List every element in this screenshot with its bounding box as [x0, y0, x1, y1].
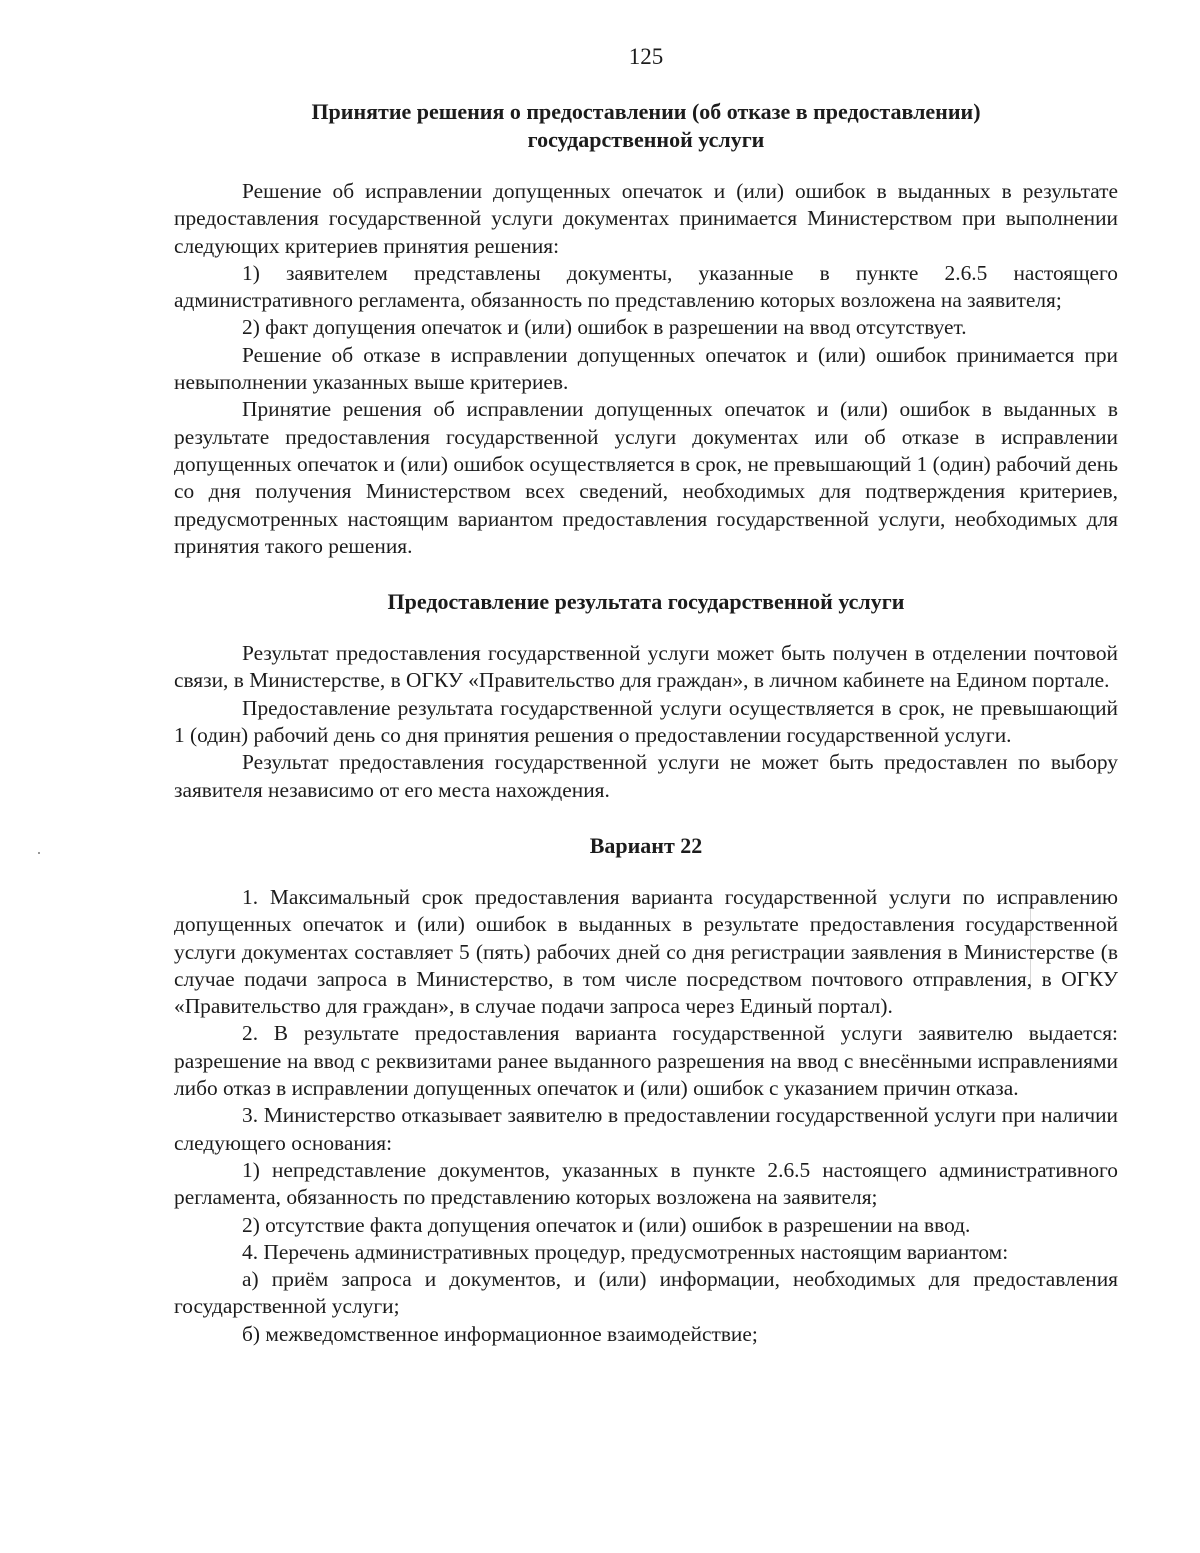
section-result: [174, 588, 1118, 804]
section-title-line: Вариант 22: [589, 832, 703, 858]
paragraph: 3. Министерство отказывает заявителю в предоставлении государственной услуги при наличии следующего основания:: [174, 1103, 1118, 1155]
paragraph: б) межведомственное информационное взаимодействие;: [242, 1321, 758, 1346]
paragraph: Результат предоставления государственной услуги не может быть предоставлен по выбору заявителя независимо от его места нахождения.: [174, 750, 1118, 802]
page-number: 125: [628, 44, 664, 69]
section-title-line: Предоставление результата государственной услуги: [387, 589, 905, 615]
paragraph: 2) факт допущения опечаток и (или) ошибок в разрешении на ввод отсутствует.: [242, 315, 967, 340]
section-title-decision: [174, 98, 1118, 154]
paragraph: 1. Максимальный срок предоставления варианта государственной услуги по исправлению допущенных опечаток и (или) ошибок в выданных в результате предоставления государственной услуги документах составляет 5 (пять) рабочих дней со дня регистрации заявления в Министерстве (в случае подачи запроса в Министерство, в том числе посредством почтового отправления, в ОГКУ «Правительство для граждан», в случае подачи запроса через Единый портал).: [174, 884, 1118, 1019]
paragraph: Предоставление результата государственной услуги осуществляется в срок, не превышающий 1 (один) рабочий день со дня принятия решения о предоставлении государственной услуги.: [174, 695, 1118, 748]
paragraph: 1) непредставление документов, указанных в пункте 2.6.5 настоящего административного регламента, обязанность по представлению которых возложена на заявителя;: [174, 1157, 1118, 1210]
scan-speck: [38, 852, 40, 854]
paragraph: Решение об исправлении допущенных опечаток и (или) ошибок в выданных в результате предоставления государственной услуги документах принимается Министерством при выполнении следующих критериев принятия решения:: [174, 179, 1118, 258]
section-title-line: государственной услуги: [527, 127, 765, 152]
paragraph: Результат предоставления государственной услуги может быть получен в отделении почтовой связи, в Министерстве, в ОГКУ «Правительство для граждан», в личном кабинете на Едином портале.: [174, 641, 1118, 693]
section-title-result: [174, 588, 1118, 616]
paragraph: 2. В результате предоставления варианта государственной услуги заявителю выдается: разрешение на ввод с реквизитами ранее выданного разрешения на ввод с внесёнными исправлениями либо отказ в исправлении допущенных опечаток и (или) ошибок с указанием причин отказа.: [174, 1021, 1118, 1101]
paragraph: 1) заявителем представлены документы, указанные в пункте 2.6.5 настоящего административного регламента, обязанность по представлению которых возложена на заявителя;: [174, 260, 1118, 313]
paragraph: 4. Перечень административных процедур, предусмотренных настоящим вариантом:: [242, 1239, 1009, 1264]
section-variant: [174, 832, 1118, 1348]
section-decision: [174, 98, 1118, 560]
section-title-line: Принятие решения о предоставлении (об отказе в предоставлении): [311, 99, 981, 124]
paragraph: 2) отсутствие факта допущения опечаток и (или) ошибок в разрешении на ввод.: [242, 1212, 971, 1237]
paragraph: Решение об отказе в исправлении допущенных опечаток и (или) ошибок принимается при невыполнении указанных выше критериев.: [174, 342, 1118, 395]
paragraph: Принятие решения об исправлении допущенных опечаток и (или) ошибок в выданных в результате предоставления государственной услуги документах или об отказе в исправлении допущенных опечаток и (или) ошибок осуществляется в срок, не превышающий 1 (один) рабочий день со дня получения Министерством всех сведений, необходимых для подтверждения критериев, предусмотренных настоящим вариантом предоставления государственной услуги, необходимых для принятия такого решения.: [174, 397, 1118, 558]
section-title-variant: [174, 832, 1118, 860]
document-page: [174, 44, 1118, 1348]
paragraph: а) приём запроса и документов, и (или) информации, необходимых для предоставления государственной услуги;: [174, 1267, 1118, 1319]
